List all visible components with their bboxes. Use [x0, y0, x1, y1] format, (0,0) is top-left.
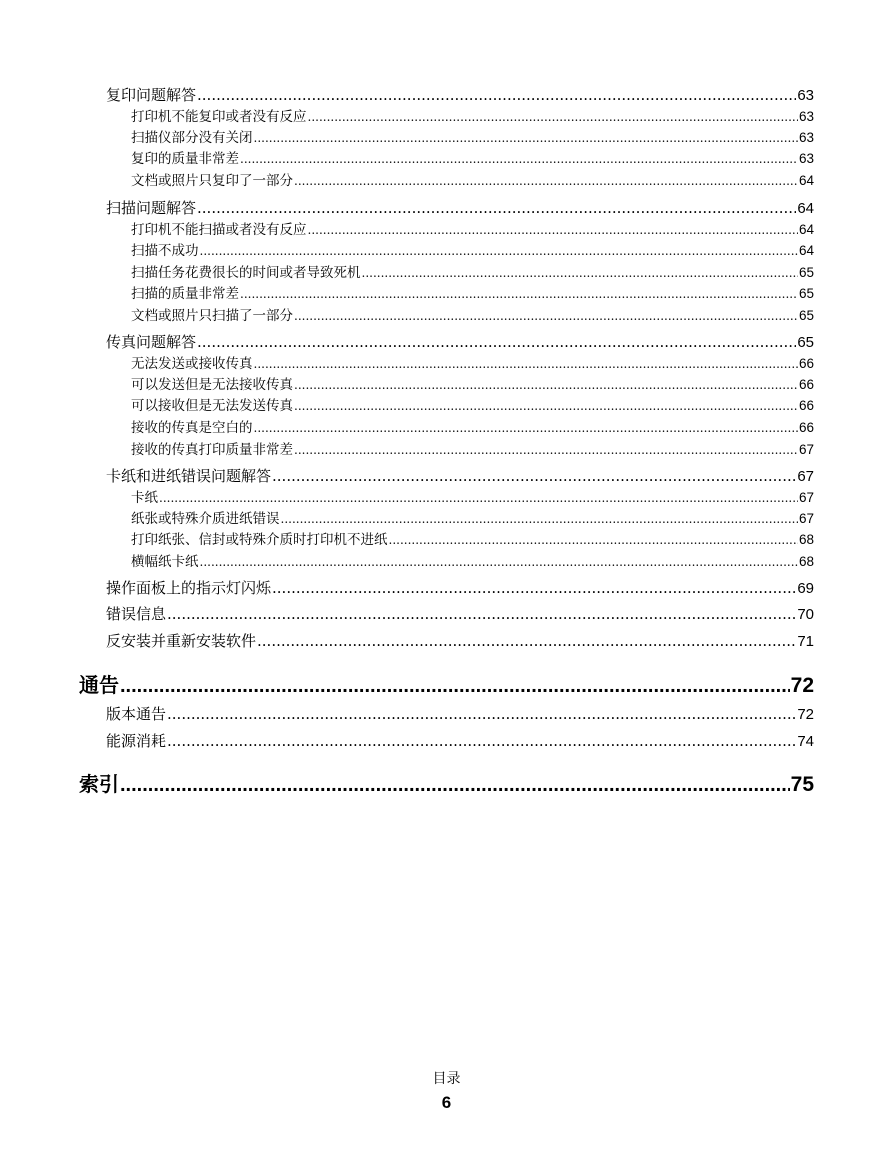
dot-leader [294, 376, 798, 394]
toc-entry-page: 67 [798, 442, 814, 457]
toc-entry-page: 70 [797, 606, 814, 623]
toc-section-entry[interactable] [106, 198, 814, 218]
dot-leader [294, 441, 798, 459]
footer-page-number: 6 [441, 1093, 452, 1112]
toc-section-entry[interactable] [106, 466, 814, 486]
toc-subsection-entry[interactable] [131, 108, 814, 126]
dot-leader [389, 531, 798, 549]
dot-leader [308, 221, 798, 239]
toc-subsection-entry[interactable] [131, 531, 814, 549]
toc-subsection-entry[interactable] [131, 441, 814, 459]
toc-entry-title: 索引 [79, 772, 119, 796]
toc-subsection-entry[interactable] [131, 285, 814, 303]
toc-entry-page: 71 [797, 633, 814, 650]
toc-entry-page: 65 [798, 308, 814, 323]
toc-subsection-entry[interactable] [131, 553, 814, 571]
footer-section-label: 目录 [432, 1071, 461, 1087]
toc-entry-title: 纸张或特殊介质进纸错误 [131, 511, 280, 527]
toc-entry-page: 63 [798, 130, 814, 145]
toc-entry-title: 复印问题解答 [106, 86, 197, 104]
toc-entry-page: 64 [798, 173, 814, 188]
toc-entry-title: 传真问题解答 [106, 333, 197, 351]
toc-entry-title: 可以接收但是无法发送传真 [131, 398, 293, 414]
toc-entry-title: 文档或照片只扫描了一部分 [131, 308, 293, 324]
dot-leader [120, 772, 790, 797]
toc-entry-page: 72 [790, 674, 814, 697]
toc-entry-page: 63 [798, 109, 814, 124]
dot-leader [240, 285, 798, 303]
toc-entry-title: 卡纸 [131, 490, 158, 506]
toc-chapter-entry[interactable] [79, 672, 814, 698]
toc-entry-title: 可以发送但是无法接收传真 [131, 377, 293, 393]
toc-entry-title: 卡纸和进纸错误问题解答 [106, 467, 272, 485]
toc-entry-title: 打印机不能复印或者没有反应 [131, 109, 307, 125]
dot-leader [120, 673, 790, 698]
dot-leader [294, 172, 798, 190]
dot-leader [308, 108, 798, 126]
toc-section-entry[interactable] [106, 631, 814, 651]
toc-entry-page: 72 [797, 706, 814, 723]
toc-entry-title: 接收的传真是空白的 [131, 420, 253, 436]
toc-subsection-entry[interactable] [131, 376, 814, 394]
dot-leader [167, 704, 796, 724]
toc-entry-page: 64 [798, 243, 814, 258]
toc-entry-page: 67 [798, 511, 814, 526]
dot-leader [281, 510, 798, 528]
toc-subsection-entry[interactable] [131, 397, 814, 415]
toc-entry-title: 无法发送或接收传真 [131, 356, 253, 372]
dot-leader [272, 578, 796, 598]
dot-leader [254, 355, 798, 373]
toc-subsection-entry[interactable] [131, 307, 814, 325]
toc-entry-page: 65 [798, 286, 814, 301]
toc-entry-title: 扫描的质量非常差 [131, 286, 239, 302]
toc-section-entry[interactable] [106, 604, 814, 624]
toc-section-entry[interactable] [106, 704, 814, 724]
dot-leader [200, 553, 798, 571]
toc-subsection-entry[interactable] [131, 264, 814, 282]
toc-entry-title: 横幅纸卡纸 [131, 554, 199, 570]
toc-entry-page: 68 [798, 532, 814, 547]
toc-entry-title: 扫描不成功 [131, 243, 199, 259]
toc-entry-page: 74 [797, 733, 814, 750]
toc-entry-page: 69 [797, 580, 814, 597]
toc-subsection-entry[interactable] [131, 172, 814, 190]
toc-subsection-entry[interactable] [131, 150, 814, 168]
dot-leader [197, 332, 796, 352]
dot-leader [200, 242, 798, 260]
dot-leader [362, 264, 798, 282]
toc-entry-title: 接收的传真打印质量非常差 [131, 442, 293, 458]
toc-entry-page: 65 [798, 265, 814, 280]
toc-entry-title: 版本通告 [106, 705, 167, 723]
toc-entry-page: 64 [798, 222, 814, 237]
toc-subsection-entry[interactable] [131, 419, 814, 437]
toc-section-entry[interactable] [106, 578, 814, 598]
toc-entry-title: 复印的质量非常差 [131, 151, 239, 167]
toc-entry-page: 66 [798, 420, 814, 435]
toc-entry-page: 68 [798, 554, 814, 569]
dot-leader [197, 85, 796, 105]
dot-leader [294, 397, 798, 415]
toc-entry-page: 66 [798, 398, 814, 413]
toc-entry-title: 能源消耗 [106, 732, 167, 750]
toc-chapter-entry[interactable] [79, 771, 814, 797]
dot-leader [272, 466, 796, 486]
dot-leader [294, 307, 798, 325]
toc-entry-title: 错误信息 [106, 605, 167, 623]
dot-leader [197, 198, 796, 218]
toc-entry-page: 67 [798, 490, 814, 505]
toc-subsection-entry[interactable] [131, 242, 814, 260]
toc-entry-page: 67 [797, 468, 814, 485]
toc-entry-title: 扫描任务花费很长的时间或者导致死机 [131, 265, 361, 281]
toc-entry-title: 操作面板上的指示灯闪烁 [106, 579, 272, 597]
toc-entry-title: 打印纸张、信封或特殊介质时打印机不进纸 [131, 532, 388, 548]
dot-leader [167, 604, 796, 624]
toc-section-entry[interactable] [106, 731, 814, 751]
toc-entry-page: 66 [798, 356, 814, 371]
toc-entry-title: 通告 [79, 673, 119, 697]
toc-entry-page: 75 [790, 773, 814, 796]
toc-entry-title: 打印机不能扫描或者没有反应 [131, 222, 307, 238]
toc-section-entry[interactable] [106, 85, 814, 105]
toc-subsection-entry[interactable] [131, 221, 814, 239]
toc-entry-title: 扫描仪部分没有关闭 [131, 130, 253, 146]
toc-entry-page: 63 [797, 87, 814, 104]
toc-section-entry[interactable] [106, 332, 814, 352]
toc-entry-page: 64 [797, 200, 814, 217]
toc-subsection-entry[interactable] [131, 129, 814, 147]
dot-leader [257, 631, 796, 651]
dot-leader [254, 419, 798, 437]
toc-entry-title: 扫描问题解答 [106, 199, 197, 217]
dot-leader [240, 150, 798, 168]
toc-entry-page: 66 [798, 377, 814, 392]
toc-entry-page: 65 [797, 334, 814, 351]
dot-leader [167, 731, 796, 751]
dot-leader [254, 129, 798, 147]
toc-entry-title: 反安装并重新安装软件 [106, 632, 257, 650]
toc-subsection-entry[interactable] [131, 489, 814, 507]
toc-subsection-entry[interactable] [131, 510, 814, 528]
toc-entry-title: 文档或照片只复印了一部分 [131, 173, 293, 189]
dot-leader [159, 489, 798, 507]
toc-entry-page: 63 [798, 151, 814, 166]
toc-subsection-entry[interactable] [131, 355, 814, 373]
